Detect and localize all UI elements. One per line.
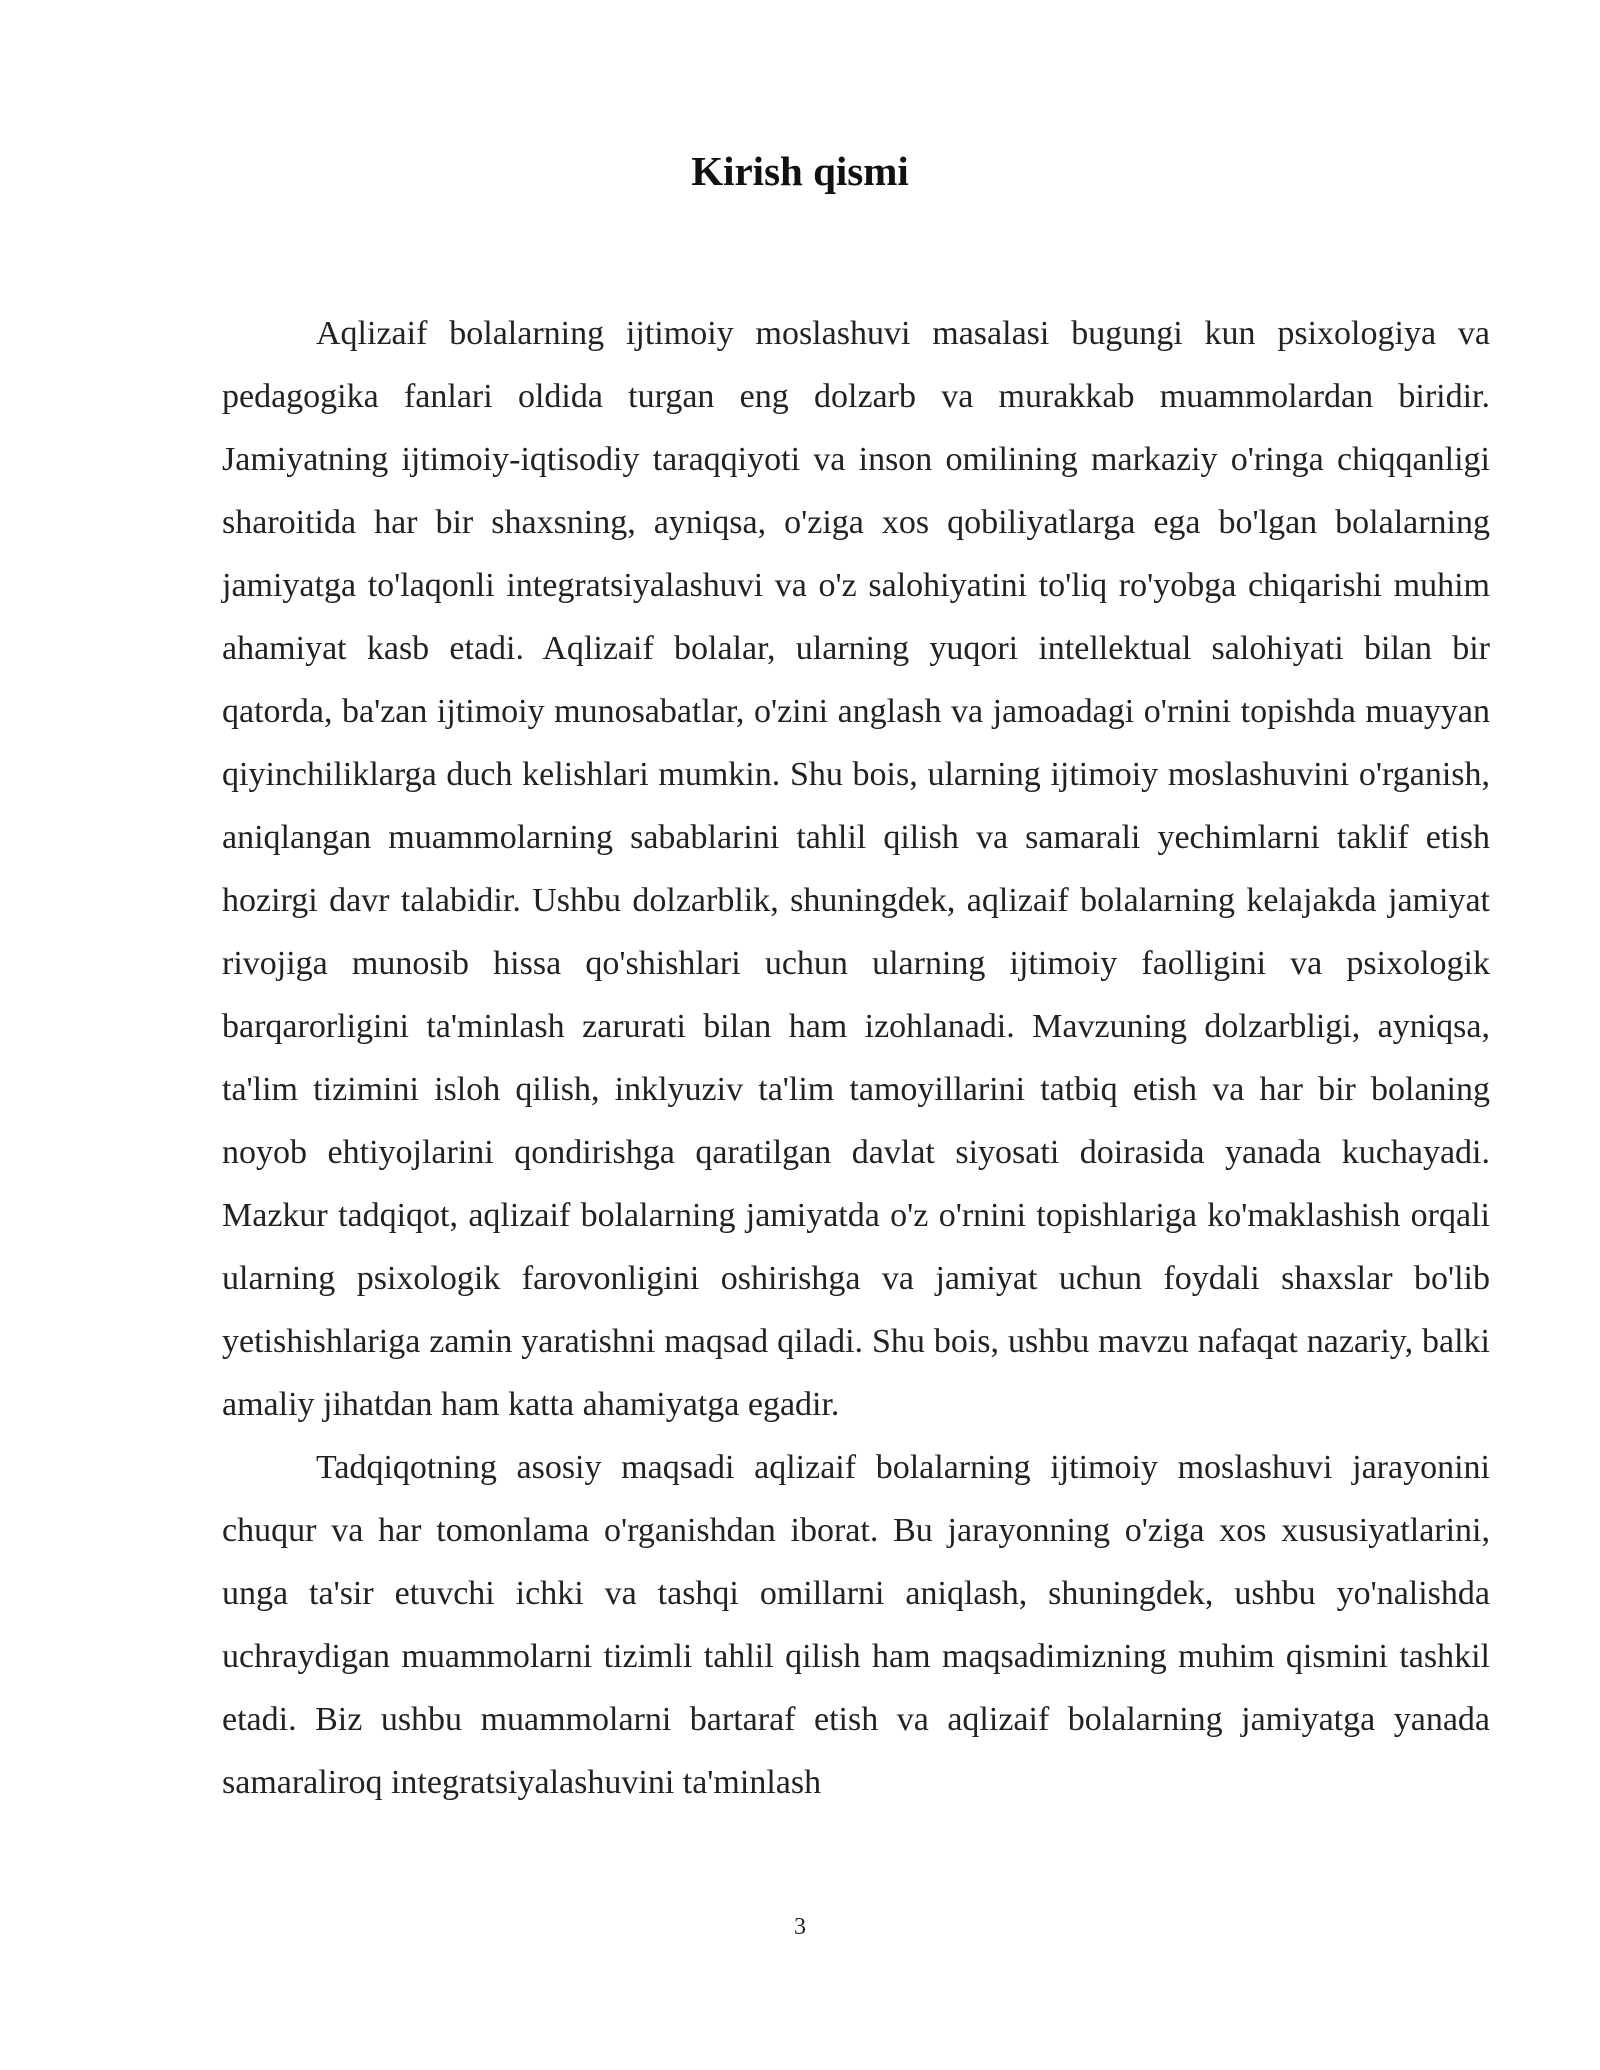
page-number: 3 (794, 1914, 806, 1940)
body-text (222, 302, 1490, 1814)
paragraph-research-goal: Tadqiqotning asosiy maqsadi aqlizaif bolalarning ijtimoiy moslashuvi jarayonini chuqur va har tomonlama o'rganishdan iborat. Bu jarayonning o'ziga xos xususiyatlarini, unga ta'sir etuvchi ichki va tashqi omillarni aniqlash, shuningdek, ushbu yo'nalishda uchraydigan muammolarni tizimli tahlil qilish ham maqsadimizning muhim qismini tashkil etadi. Biz ushbu muammolarni bartaraf etish va aqlizaif bolalarning jamiyatga yanada samaraliroq integratsiyalashuvini ta'minlash (222, 1449, 1490, 1801)
section-title: Kirish qismi (691, 148, 909, 194)
paragraph-relevance: Aqlizaif bolalarning ijtimoiy moslashuvi masalasi bugungi kun psixologiya va pedagogika fanlari oldida turgan eng dolzarb va murakkab muammolardan biridir. Jamiyatning ijtimoiy-iqtisodiy taraqqiyoti va inson omilining markaziy o'ringa chiqqanligi sharoitida har bir shaxsning, ayniqsa, o'ziga xos qobiliyatlarga ega bo'lgan bolalarning jamiyatga to'laqonli integratsiyalashuvi va o'z salohiyatini to'liq ro'yobga chiqarishi muhim ahamiyat kasb etadi. Aqlizaif bolalar, ularning yuqori intellektual salohiyati bilan bir qatorda, ba'zan ijtimoiy munosabatlar, o'zini anglash va jamoadagi o'rnini topishda muayyan qiyinchiliklarga duch kelishlari mumkin. Shu bois, ularning ijtimoiy moslashuvini o'rganish, aniqlangan muammolarning sabablarini tahlil qilish va samarali yechimlarni taklif etish hozirgi davr talabidir. Ushbu dolzarblik, shuningdek, aqlizaif bolalarning kelajakda jamiyat rivojiga munosib hissa qo'shishlari uchun ularning ijtimoiy faolligini va psixologik barqarorligini ta'minlash zarurati bilan ham izohlanadi. Mavzuning dolzarbligi, ayniqsa, ta'lim tizimini isloh qilish, inklyuziv ta'lim tamoyillarini tatbiq etish va har bir bolaning noyob ehtiyojlarini qondirishga qaratilgan davlat siyosati doirasida yanada kuchayadi. Mazkur tadqiqot, aqlizaif bolalarning jamiyatda o'z o'rnini topishlariga ko'maklashish orqali ularning psixologik farovonligini oshirishga va jamiyat uchun foydali shaxslar bo'lib yetishishlariga zamin yaratishni maqsad qiladi. Shu bois, ushbu mavzu nafaqat nazariy, balki amaliy jihatdan ham katta ahamiyatga egadir. (222, 315, 1490, 1423)
